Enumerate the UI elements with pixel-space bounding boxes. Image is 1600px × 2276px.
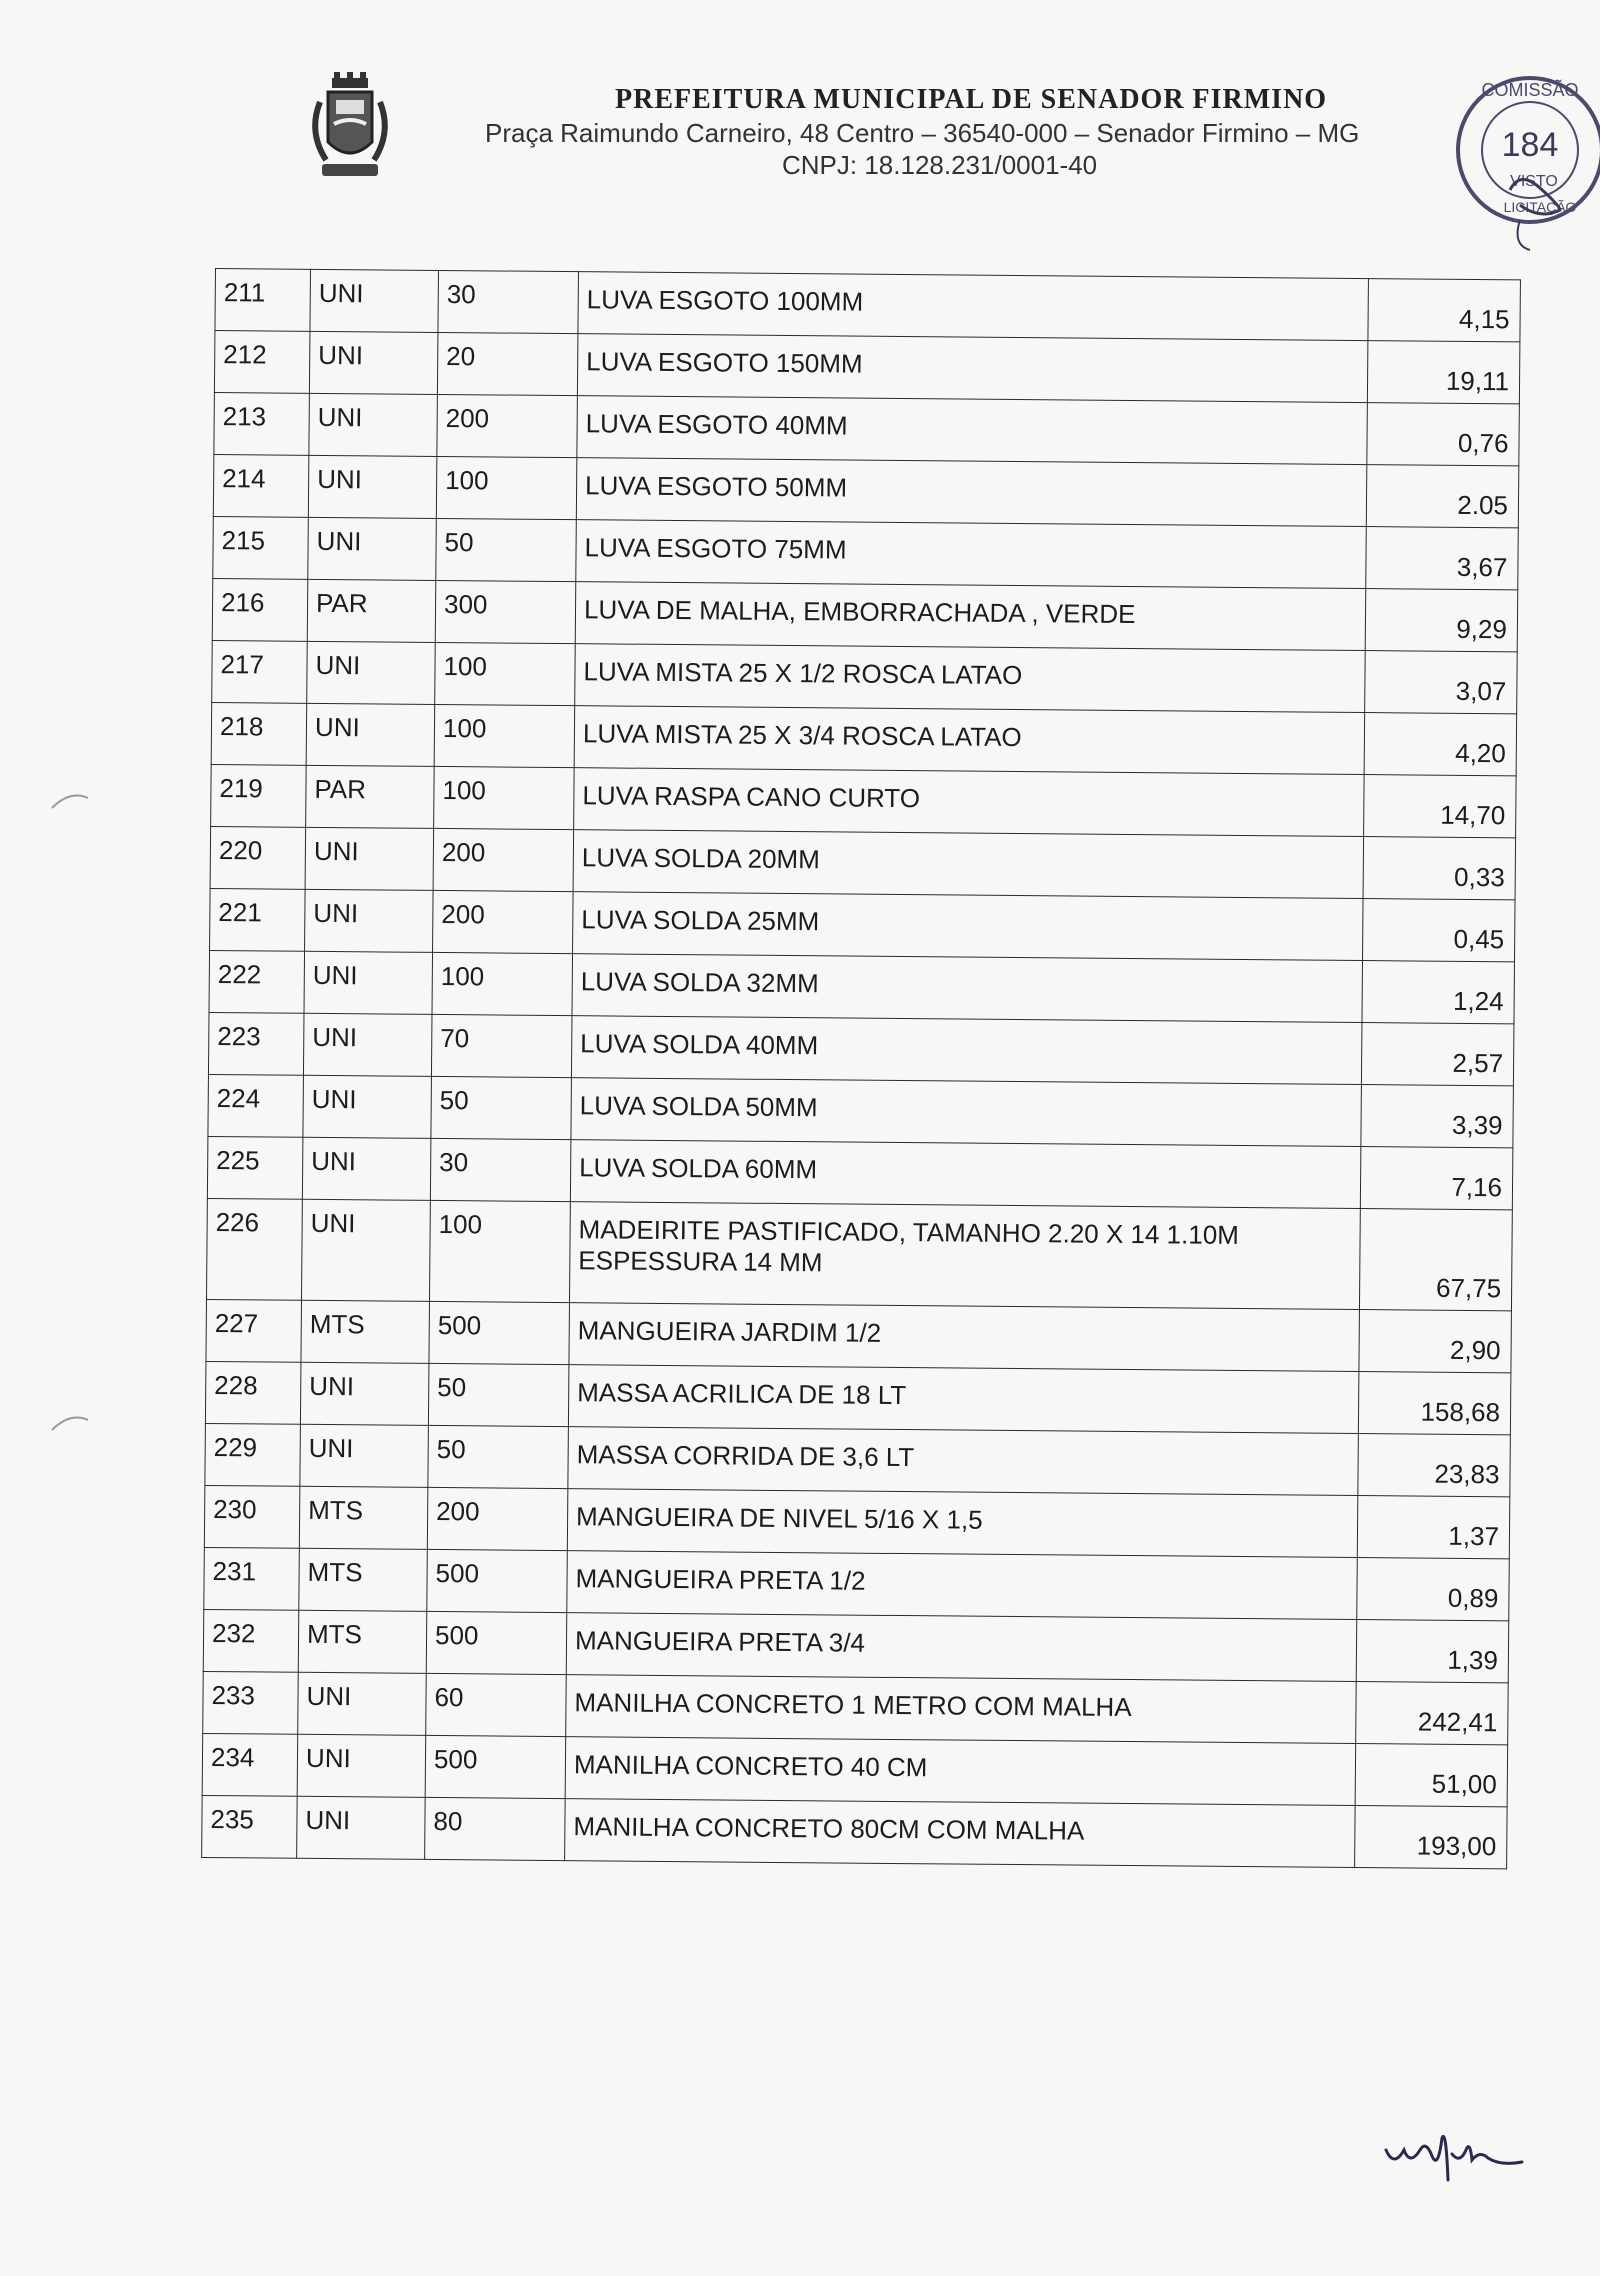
description-cell: MANILHA CONCRETO 40 CM — [565, 1737, 1356, 1806]
unit-cell: UNI — [308, 455, 437, 518]
description-cell: LUVA ESGOTO 40MM — [577, 396, 1368, 465]
table-row — [211, 764, 1516, 837]
quantity-cell: 100 — [436, 456, 577, 519]
unit-cell: UNI — [304, 951, 433, 1014]
price-cell: 0,45 — [1363, 899, 1516, 962]
table-row — [212, 578, 1517, 651]
commission-stamp — [1450, 60, 1600, 260]
item-number-cell: 219 — [211, 764, 307, 827]
table-row — [213, 516, 1518, 589]
quantity-cell: 50 — [428, 1363, 569, 1426]
org-cnpj: CNPJ: 18.128.231/0001-40 — [782, 150, 1098, 180]
unit-cell: UNI — [309, 393, 438, 456]
quantity-cell: 100 — [432, 952, 573, 1015]
table-row — [204, 1485, 1509, 1558]
unit-cell: UNI — [303, 1013, 432, 1076]
description-cell: LUVA SOLDA 20MM — [573, 830, 1364, 899]
description-cell: LUVA MISTA 25 X 3/4 ROSCA LATAO — [574, 706, 1365, 775]
item-number-cell: 225 — [207, 1136, 303, 1199]
description-cell: LUVA RASPA CANO CURTO — [574, 768, 1365, 837]
municipal-crest-logo — [300, 72, 400, 192]
description-cell: MASSA ACRILICA DE 18 LT — [568, 1365, 1359, 1434]
price-cell: 2,57 — [1361, 1023, 1514, 1086]
unit-cell: UNI — [301, 1199, 430, 1301]
item-number-cell: 223 — [208, 1012, 304, 1075]
item-number-cell: 222 — [209, 950, 305, 1013]
price-cell: 3,07 — [1365, 651, 1518, 714]
price-cell: 1,39 — [1356, 1620, 1509, 1683]
description-cell: MANILHA CONCRETO 1 METRO COM MALHA — [566, 1675, 1357, 1744]
unit-cell: UNI — [310, 269, 439, 332]
quantity-cell: 500 — [427, 1549, 568, 1612]
item-number-cell: 215 — [213, 516, 309, 579]
description-cell: LUVA SOLDA 40MM — [571, 1016, 1362, 1085]
item-number-cell: 227 — [206, 1299, 302, 1362]
table-row — [207, 1136, 1512, 1209]
table-row — [211, 702, 1516, 775]
unit-cell: UNI — [297, 1796, 426, 1859]
item-number-cell: 220 — [210, 826, 306, 889]
table-row — [204, 1547, 1509, 1620]
table-row — [202, 1733, 1507, 1806]
table-row — [206, 1198, 1512, 1310]
description-cell: MANGUEIRA JARDIM 1/2 — [569, 1303, 1360, 1372]
unit-cell: PAR — [306, 765, 435, 828]
table-row — [214, 392, 1519, 465]
table-row — [205, 1361, 1510, 1434]
quantity-cell: 200 — [433, 890, 574, 953]
price-cell: 4,15 — [1368, 279, 1521, 342]
stamp-text-top: COMISSÃO — [1481, 80, 1579, 100]
price-cell: 51,00 — [1355, 1744, 1508, 1807]
item-number-cell: 229 — [205, 1423, 301, 1486]
description-cell: MANILHA CONCRETO 80CM COM MALHA — [565, 1799, 1356, 1868]
description-cell: LUVA ESGOTO 75MM — [576, 520, 1367, 589]
unit-cell: MTS — [299, 1548, 428, 1611]
description-cell: MADEIRITE PASTIFICADO, TAMANHO 2.20 X 14 1.10M ESPESSURA 14 MM — [569, 1202, 1360, 1310]
table-row — [209, 950, 1514, 1023]
price-cell: 193,00 — [1355, 1806, 1508, 1869]
unit-cell: UNI — [297, 1734, 426, 1797]
unit-cell: UNI — [308, 517, 437, 580]
table-row — [208, 1074, 1513, 1147]
item-number-cell: 211 — [215, 269, 311, 332]
quantity-cell: 70 — [431, 1014, 572, 1077]
quantity-cell: 60 — [426, 1673, 567, 1736]
unit-cell: UNI — [305, 889, 434, 952]
table-row — [205, 1423, 1510, 1496]
unit-cell: UNI — [305, 827, 434, 890]
table-row — [210, 826, 1515, 899]
stamp-page-number: 184 — [1501, 126, 1559, 164]
price-cell: 2.05 — [1366, 465, 1519, 528]
unit-cell: MTS — [298, 1610, 427, 1673]
item-number-cell: 233 — [203, 1671, 299, 1734]
unit-cell: UNI — [300, 1424, 429, 1487]
quantity-cell: 100 — [434, 704, 575, 767]
item-number-cell: 218 — [211, 702, 307, 765]
org-title: PREFEITURA MUNICIPAL DE SENADOR FIRMINO — [615, 84, 1328, 115]
quantity-cell: 20 — [437, 332, 578, 395]
quantity-cell: 100 — [429, 1200, 570, 1302]
table-row — [202, 1795, 1507, 1868]
stamp-text-mid: VISTO — [1510, 173, 1558, 190]
item-number-cell: 232 — [203, 1609, 299, 1672]
handwritten-signature — [1380, 2120, 1530, 2190]
table-row — [210, 888, 1515, 961]
price-cell: 1,24 — [1362, 961, 1515, 1024]
description-cell: LUVA ESGOTO 100MM — [578, 272, 1369, 341]
table-row — [215, 269, 1520, 342]
description-cell: LUVA DE MALHA, EMBORRACHADA , VERDE — [575, 582, 1366, 651]
description-cell: MANGUEIRA PRETA 1/2 — [567, 1551, 1358, 1620]
quantity-cell: 500 — [425, 1735, 566, 1798]
item-number-cell: 234 — [202, 1733, 298, 1796]
price-cell: 2,90 — [1359, 1310, 1512, 1373]
org-address: Praça Raimundo Carneiro, 48 Centro – 36540-000 – Senador Firmino – MG — [485, 118, 1360, 148]
item-number-cell: 221 — [210, 888, 306, 951]
description-cell: LUVA SOLDA 60MM — [570, 1140, 1361, 1209]
item-number-cell: 235 — [202, 1795, 298, 1858]
unit-cell: MTS — [301, 1300, 430, 1363]
item-number-cell: 230 — [204, 1485, 300, 1548]
unit-cell: UNI — [298, 1672, 427, 1735]
description-cell: LUVA SOLDA 32MM — [572, 954, 1363, 1023]
price-cell: 0,76 — [1367, 403, 1520, 466]
quantity-cell: 30 — [430, 1138, 571, 1201]
item-number-cell: 213 — [214, 392, 310, 455]
table-row — [213, 454, 1518, 527]
quantity-cell: 30 — [438, 270, 579, 333]
stamp-text-bottom: LICITAÇÃO — [1503, 199, 1577, 215]
description-cell: MANGUEIRA PRETA 3/4 — [566, 1613, 1357, 1682]
item-number-cell: 216 — [212, 578, 308, 641]
unit-cell: UNI — [303, 1075, 432, 1138]
quantity-cell: 100 — [435, 642, 576, 705]
items-table — [201, 268, 1521, 1869]
quantity-cell: 50 — [436, 518, 577, 581]
unit-cell: MTS — [299, 1486, 428, 1549]
quantity-cell: 500 — [426, 1611, 567, 1674]
description-cell: LUVA ESGOTO 150MM — [577, 334, 1368, 403]
scan-edge-mark — [50, 790, 90, 810]
quantity-cell: 50 — [431, 1076, 572, 1139]
table-row — [203, 1609, 1508, 1682]
items-table-wrapper — [201, 268, 1520, 1869]
unit-cell: UNI — [300, 1362, 429, 1425]
price-cell: 19,11 — [1367, 341, 1520, 404]
price-cell: 7,16 — [1360, 1147, 1513, 1210]
description-cell: LUVA MISTA 25 X 1/2 ROSCA LATAO — [575, 644, 1366, 713]
description-cell: LUVA SOLDA 50MM — [571, 1078, 1362, 1147]
price-cell: 158,68 — [1358, 1372, 1511, 1435]
quantity-cell: 200 — [433, 828, 574, 891]
price-cell: 4,20 — [1364, 713, 1517, 776]
description-cell: LUVA SOLDA 25MM — [573, 892, 1364, 961]
unit-cell: PAR — [307, 579, 436, 642]
item-number-cell: 212 — [214, 331, 310, 394]
scan-edge-mark — [50, 1412, 90, 1432]
table-row — [214, 331, 1519, 404]
quantity-cell: 300 — [435, 580, 576, 643]
quantity-cell: 50 — [428, 1425, 569, 1488]
table-row — [206, 1299, 1511, 1372]
price-cell: 242,41 — [1356, 1682, 1509, 1745]
table-row — [212, 640, 1517, 713]
quantity-cell: 80 — [425, 1797, 566, 1860]
price-cell: 1,37 — [1357, 1496, 1510, 1559]
item-number-cell: 217 — [212, 640, 308, 703]
description-cell: MASSA CORRIDA DE 3,6 LT — [568, 1427, 1359, 1496]
quantity-cell: 100 — [434, 766, 575, 829]
quantity-cell: 500 — [429, 1301, 570, 1364]
item-number-cell: 231 — [204, 1547, 300, 1610]
items-table-body — [202, 269, 1521, 1869]
unit-cell: UNI — [307, 641, 436, 704]
item-number-cell: 226 — [206, 1198, 302, 1300]
unit-cell: UNI — [309, 331, 438, 394]
unit-cell: UNI — [306, 703, 435, 766]
quantity-cell: 200 — [437, 394, 578, 457]
item-number-cell: 224 — [208, 1074, 304, 1137]
price-cell: 23,83 — [1358, 1434, 1511, 1497]
table-row — [203, 1671, 1508, 1744]
table-row — [208, 1012, 1513, 1085]
price-cell: 3,67 — [1366, 527, 1519, 590]
unit-cell: UNI — [302, 1137, 431, 1200]
description-cell: MANGUEIRA DE NIVEL 5/16 X 1,5 — [567, 1489, 1358, 1558]
item-number-cell: 228 — [205, 1361, 301, 1424]
price-cell: 9,29 — [1365, 589, 1518, 652]
price-cell: 14,70 — [1364, 775, 1517, 838]
item-number-cell: 214 — [213, 454, 309, 517]
price-cell: 0,33 — [1363, 837, 1516, 900]
price-cell: 3,39 — [1361, 1085, 1514, 1148]
description-cell: LUVA ESGOTO 50MM — [576, 458, 1367, 527]
quantity-cell: 200 — [427, 1487, 568, 1550]
price-cell: 67,75 — [1359, 1209, 1512, 1311]
price-cell: 0,89 — [1357, 1558, 1510, 1621]
